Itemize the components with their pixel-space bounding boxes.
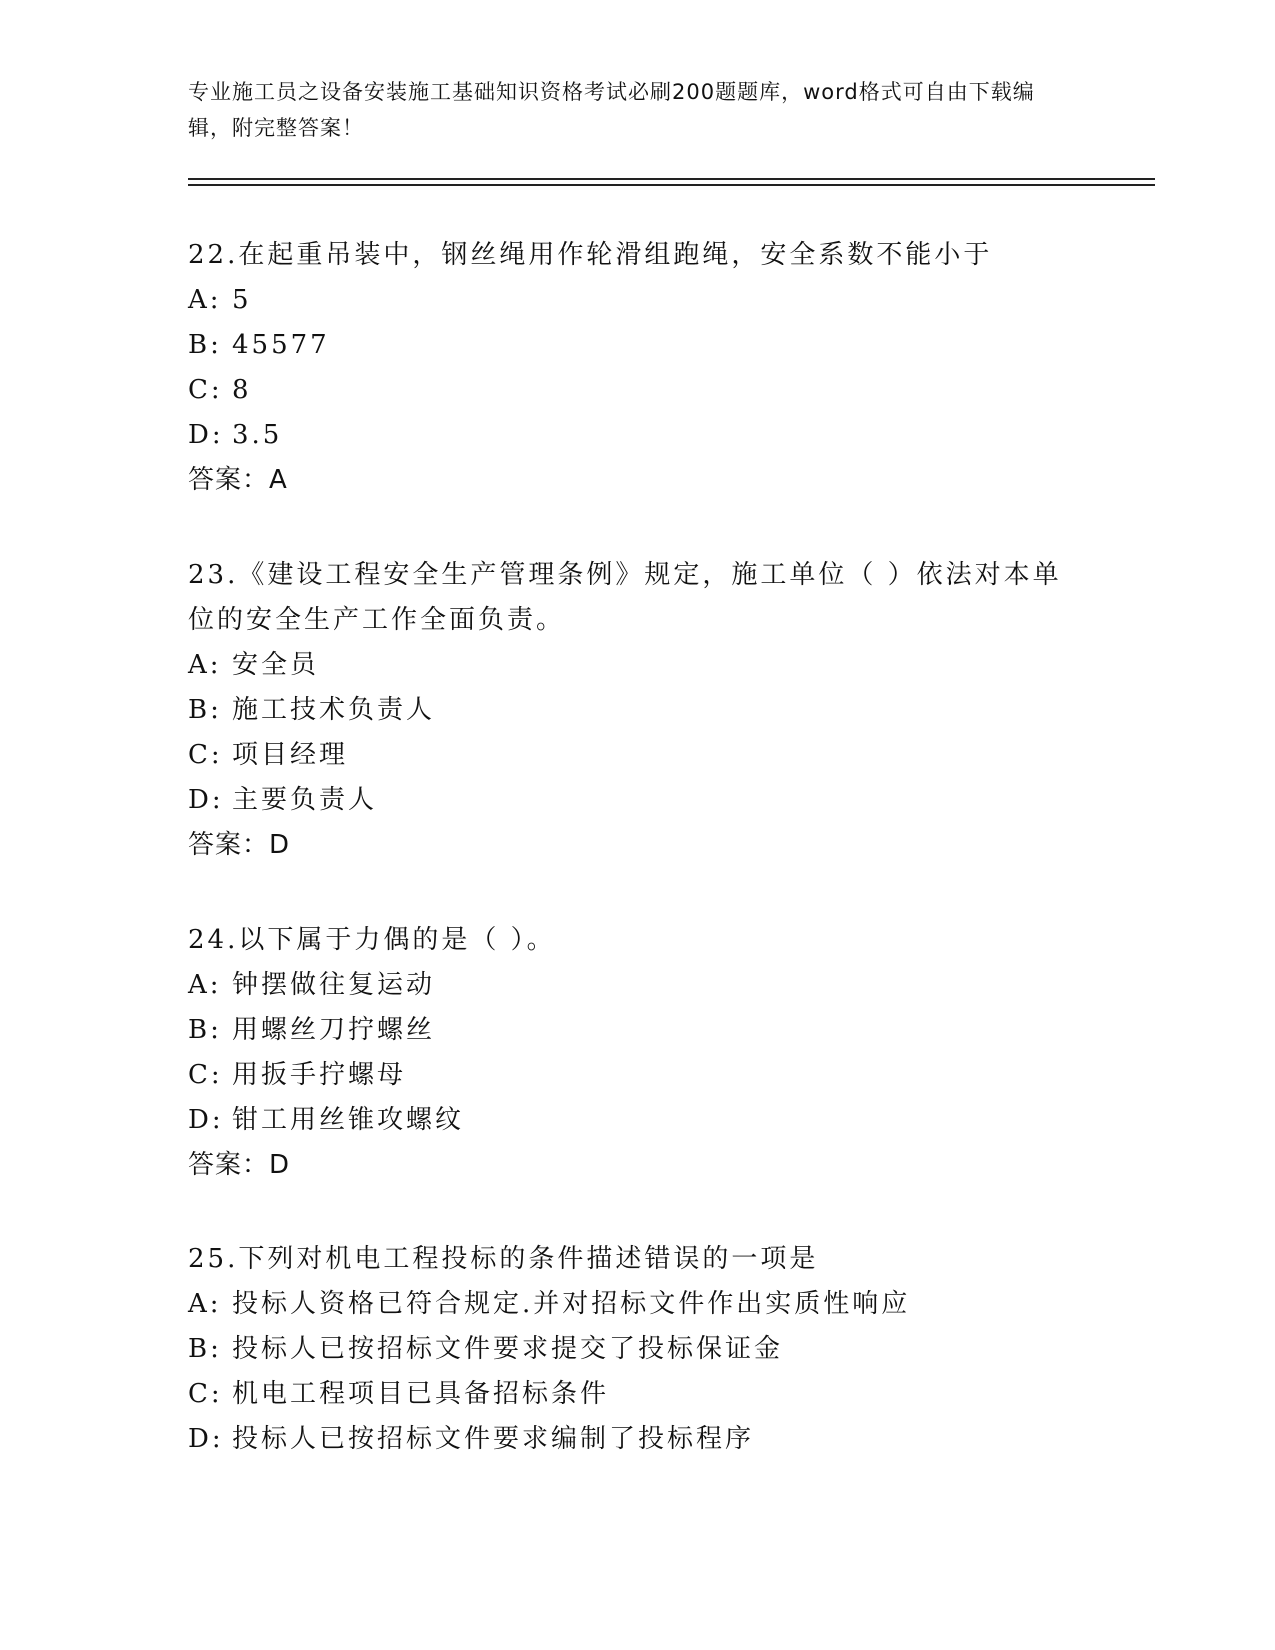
option-c: [188, 733, 1088, 778]
question-stem: 25.下列对机电工程投标的条件描述错误的一项是: [188, 1244, 819, 1274]
option-text: 钟摆做往复运动: [232, 970, 436, 1000]
question-23: [188, 553, 1088, 868]
option-c: [188, 1053, 1088, 1098]
option-text: 机电工程项目已具备招标条件: [232, 1379, 610, 1409]
option-text: 项目经理: [232, 740, 349, 770]
question-stem: 22.在起重吊装中，钢丝绳用作轮滑组跑绳，安全系数不能小于: [188, 240, 993, 270]
option-text: 投标人资格已符合规定.并对招标文件作出实质性响应: [232, 1289, 911, 1319]
question-stem: 24.以下属于力偶的是（ ）。: [188, 925, 556, 955]
option-text: 安全员: [232, 650, 320, 680]
option-key: C:: [188, 1060, 223, 1090]
option-key: B:: [188, 330, 222, 360]
option-text: 施工技术负责人: [232, 695, 436, 725]
option-key: C:: [188, 740, 223, 770]
option-a: [188, 963, 1088, 1008]
option-text: 45577: [232, 330, 330, 360]
option-b: [188, 688, 1088, 733]
option-text: 用扳手拧螺母: [232, 1060, 407, 1090]
option-text: 投标人已按招标文件要求提交了投标保证金: [232, 1334, 784, 1364]
document-header: 专业施工员之设备安装施工基础知识资格考试必刷200题题库，word格式可自由下载编辑，附完整答案！: [188, 80, 1035, 140]
option-key: A:: [188, 285, 222, 315]
option-key: A:: [188, 970, 222, 1000]
option-key: C:: [188, 1379, 223, 1409]
answer: 答案：D: [188, 830, 291, 860]
option-text: 投标人已按招标文件要求编制了投标程序: [232, 1424, 755, 1454]
option-key: B:: [188, 1015, 222, 1045]
option-d: [188, 1098, 1088, 1143]
option-text: 主要负责人: [232, 785, 378, 815]
option-d: [188, 413, 1088, 458]
option-c: [188, 1372, 1088, 1417]
option-text: 3.5: [232, 420, 283, 450]
question-24: [188, 918, 1088, 1188]
option-text: 钳工用丝锥攻螺纹: [232, 1105, 465, 1135]
header-divider-top: [188, 178, 1155, 180]
option-c: [188, 368, 1088, 413]
option-key: B:: [188, 695, 222, 725]
option-a: [188, 1282, 1088, 1327]
option-key: D:: [188, 1105, 224, 1135]
option-key: D:: [188, 420, 224, 450]
option-d: [188, 1417, 1088, 1462]
option-a: [188, 278, 1088, 323]
question-stem: 23.《建设工程安全生产管理条例》规定，施工单位（ ）依法对本单位的安全生产工作全面负责。: [188, 560, 1062, 635]
option-a: [188, 643, 1088, 688]
option-key: A:: [188, 1289, 222, 1319]
option-b: [188, 323, 1088, 368]
option-key: D:: [188, 785, 224, 815]
question-25: [188, 1237, 1088, 1462]
option-b: [188, 1008, 1088, 1053]
option-b: [188, 1327, 1088, 1372]
option-d: [188, 778, 1088, 823]
answer: 答案：A: [188, 465, 288, 495]
answer: 答案：D: [188, 1150, 291, 1180]
option-key: D:: [188, 1424, 224, 1454]
question-22: [188, 233, 1088, 503]
option-text: 5: [232, 285, 252, 315]
option-text: 8: [232, 375, 252, 405]
option-key: C:: [188, 375, 223, 405]
option-text: 用螺丝刀拧螺丝: [232, 1015, 436, 1045]
option-key: B:: [188, 1334, 222, 1364]
header-divider-bottom: [188, 184, 1155, 186]
option-key: A:: [188, 650, 222, 680]
